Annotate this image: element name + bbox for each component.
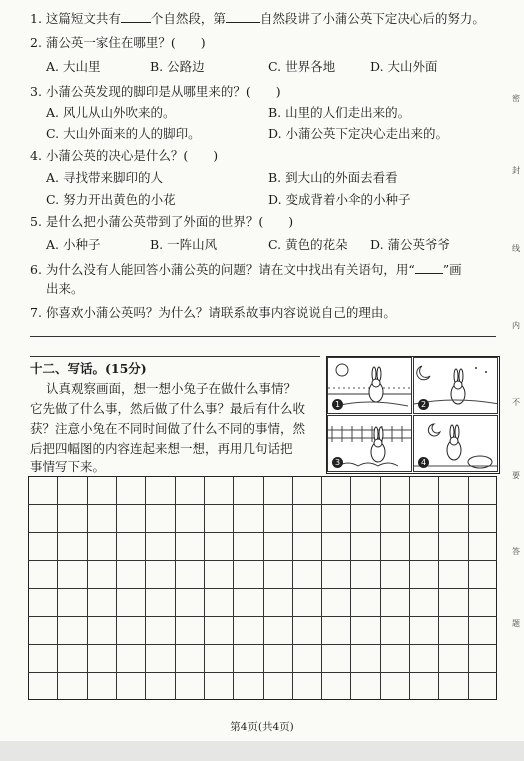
question-5-option-c[interactable]: C. 黄色的花朵 — [268, 237, 348, 252]
question-2-option-c[interactable]: C. 世界各地 — [268, 59, 336, 74]
question-2-option-b[interactable]: B. 公路边 — [150, 59, 205, 74]
question-5-option-a[interactable]: A. 小种子 — [46, 237, 101, 252]
answer-blank[interactable] — [121, 10, 151, 23]
question-1-text-b: 个自然段，第 — [150, 11, 226, 26]
margin-char: 封 — [512, 166, 520, 175]
question-7-stem: 7. 你喜欢小蒲公英吗？为什么？请联系故事内容说说自己的理由。 — [30, 305, 396, 320]
picture-panel-2 — [413, 357, 498, 414]
panel-number: 1 — [332, 399, 343, 410]
margin-char: 线 — [512, 244, 520, 253]
scan-border — [0, 741, 524, 761]
question-3-stem: 3. 小蒲公英发现的脚印是从哪里来的？( ) — [30, 84, 281, 99]
question-5-stem: 5. 是什么把小蒲公英带到了外面的世界？( ) — [30, 214, 294, 229]
margin-char: 答 — [512, 547, 520, 556]
question-3-option-d[interactable]: D. 小蒲公英下定决心走出来的。 — [268, 126, 449, 141]
question-2-stem: 2. 蒲公英一家住在哪里？( ) — [30, 35, 206, 50]
picture-panel-3 — [327, 415, 412, 472]
question-6 — [30, 261, 462, 278]
question-3-option-b[interactable]: B. 山里的人们走出来的。 — [268, 105, 411, 120]
picture-panel-4 — [413, 415, 498, 472]
question-4-option-b[interactable]: B. 到大山的外面去看看 — [268, 170, 398, 185]
writing-instruction-line-3: 获？注意小兔在不同时间做了什么不同的事情，然 — [30, 421, 306, 436]
picture-panels — [326, 356, 500, 474]
question-2-option-a[interactable]: A. 大山里 — [46, 59, 101, 74]
question-5-option-d[interactable]: D. 蒲公英爷爷 — [370, 237, 451, 252]
question-1 — [30, 10, 485, 27]
writing-instruction-line-4: 后把四幅图的内容连起来想一想，再用几句话把 — [30, 441, 293, 456]
margin-char: 不 — [512, 398, 520, 407]
margin-char: 内 — [512, 321, 520, 330]
question-3-option-a[interactable]: A. 风儿从山外吹来的。 — [46, 105, 176, 120]
question-4-option-c[interactable]: C. 努力开出黄色的小花 — [46, 192, 176, 207]
question-4-option-a[interactable]: A. 寻找带来脚印的人 — [46, 170, 163, 185]
underline-sample — [415, 261, 443, 274]
answer-line[interactable] — [30, 336, 496, 337]
panel-number: 2 — [418, 399, 429, 410]
question-4-stem: 4. 小蒲公英的决心是什么？( ) — [30, 148, 219, 163]
panel-number: 3 — [332, 457, 343, 468]
margin-char: 要 — [512, 471, 520, 480]
panel-number: 4 — [418, 457, 429, 468]
margin-char: 题 — [512, 619, 520, 628]
question-5-option-b[interactable]: B. 一阵山风 — [150, 237, 218, 252]
question-1-text-a: 1. 这篇短文共有 — [30, 11, 121, 26]
question-1-text-c: 自然段讲了小蒲公英下定决心后的努力。 — [259, 11, 485, 26]
answer-blank[interactable] — [226, 10, 260, 23]
question-6-continued: 出来。 — [46, 281, 84, 296]
writing-instruction-line-5: 事情写下来。 — [30, 459, 106, 474]
picture-panel-1 — [327, 357, 412, 414]
question-6-text-b: ”画 — [442, 262, 462, 277]
question-6-text-a: 6. 为什么没有人能回答小蒲公英的问题？请在文中找出有关语句，用“ — [30, 262, 415, 277]
page-footer: 第4页(共4页) — [230, 721, 294, 733]
question-3-option-c[interactable]: C. 大山外面来的人的脚印。 — [46, 126, 201, 141]
question-2-option-d[interactable]: D. 大山外面 — [370, 59, 438, 74]
writing-heading: 十二、写话。(15分) — [30, 361, 147, 376]
writing-instruction-line-1: 认真观察画面，想一想小兔子在做什么事情？ — [46, 381, 297, 396]
writing-grid[interactable] — [28, 476, 497, 700]
margin-char: 密 — [512, 94, 520, 103]
question-4-option-d[interactable]: D. 变成背着小伞的小种子 — [268, 192, 411, 207]
writing-instruction-line-2: 它先做了什么事，然后做了什么事？最后有什么收 — [30, 401, 306, 416]
section-divider — [30, 356, 320, 357]
